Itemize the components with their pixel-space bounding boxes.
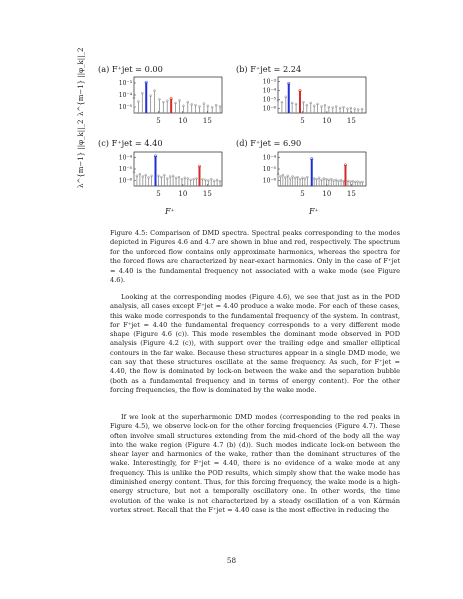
x-tick-label: 15: [202, 190, 212, 198]
y-tick-label: 10⁻³: [118, 80, 132, 87]
body-paragraph-2: If we look at the superharmonic DMD modes (corresponding to the red peaks in Figure 4.5), we observe lock-on for the other forcing frequencies (Figure 4.7). These often involve small structures extending from the mid-chord of the body all the way into the wake region (Figure 4.7 (b) (d)). Such modes indicate lock-on between the shear layer and harmonics of the wake, rather than the dominant structures of the wake. Interestingly, for F⁺jet = 4.40, there is no evidence of a wake mode at any frequency. This is unlike the POD results, which simply show that the wake mode has diminished energy content. Thus, for this forcing frequency, the wake mode is a high-energy structure, but not a temporally oscillatory one. In other words, the time evolution of the wake is not characterized by a steady oscillation of a von Kármán vortex street. Recall that the F⁺jet = 4.40 case is the most effective in reducing the: [110, 413, 400, 514]
y-tick-label: 10⁻³: [262, 78, 276, 86]
panel-d-label: (d) F⁺jet = 6.90: [236, 138, 302, 148]
panel-a-label: (a) F⁺jet = 0.00: [98, 64, 163, 74]
x-tick-label: 10: [178, 117, 188, 125]
chart-panel-b: [256, 75, 368, 123]
y-tick-label: 10⁻⁴: [118, 92, 132, 99]
page-number: 58: [226, 556, 237, 565]
x-tick-label: 10: [322, 117, 332, 125]
y-tick-label: 10⁻⁶: [262, 105, 276, 113]
y-axis-label-bottom: λ^{m−1} ||φ_k||_2: [77, 119, 85, 188]
x-tick-label: 10: [178, 190, 188, 198]
panel-b-label: (b) F⁺jet = 2.24: [236, 64, 302, 74]
y-tick-label: 10⁻⁴: [118, 154, 132, 162]
body-paragraph-1: Looking at the corresponding modes (Figure 4.6), we see that just as in the POD analysis, all cases except F⁺jet = 4.40 produce a wake mode. For each of these cases, this wake mode corresponds to the fundamental frequency of the system. In contrast, for F⁺jet = 4.40 the fundamental frequency corresponds to a very different mode shape (Figure 4.6 (c)). This mode resembles the dominant mode observed in POD analysis (Figure 4.2 (c)), with support over the trailing edge and smaller elliptical contours in the far wake. Because these structures appear in a single DMD mode, we can say that these structures oscillate at the same frequency. As such, for F⁺jet = 4.40, the flow is dominated by lock-on between the wake and the separation bubble (both as a fundamental frequency and in terms of energy content). For the other forcing frequencies, the flow is dominated by the wake mode.: [110, 293, 400, 394]
y-tick-label: 10⁻⁶: [262, 177, 276, 185]
y-tick-label: 10⁻⁴: [262, 154, 276, 162]
y-tick-label: 10⁻⁴: [262, 87, 276, 95]
chart-a-svg: [112, 75, 224, 123]
x-tick-label: 10: [322, 190, 332, 198]
chart-c-svg: [112, 150, 224, 196]
x-tick-label: 5: [300, 190, 305, 198]
x-axis-label-left: F⁺: [165, 207, 175, 216]
y-tick-label: 10⁻⁵: [262, 166, 276, 173]
x-tick-label: 15: [346, 190, 356, 198]
x-tick-label: 15: [346, 117, 356, 125]
x-tick-label: 15: [202, 117, 212, 125]
chart-d-svg: [256, 150, 368, 196]
y-tick-label: 10⁻⁵: [118, 104, 132, 111]
x-axis-label-right: F⁺: [309, 207, 319, 216]
y-tick-label: 10⁻⁵: [118, 166, 132, 173]
chart-b-svg: [256, 75, 368, 123]
panel-c-label: (c) F⁺jet = 4.40: [98, 138, 163, 148]
chart-panel-c: [112, 150, 224, 196]
x-tick-label: 5: [156, 190, 161, 198]
y-axis-label-top: λ^{m−1} ||φ_k||_2: [77, 47, 85, 116]
plot-frame: [134, 152, 222, 186]
y-tick-label: 10⁻⁶: [118, 177, 132, 185]
x-tick-label: 5: [300, 117, 305, 125]
x-tick-label: 5: [156, 117, 161, 125]
chart-panel-d: [256, 150, 368, 196]
y-tick-label: 10⁻⁵: [262, 96, 276, 104]
chart-panel-a: [112, 75, 224, 123]
figure-caption: Figure 4.5: Comparison of DMD spectra. Spectral peaks corresponding to the modes depicted in Figures 4.6 and 4.7 are shown in blue and red, respectively. The spectrum for the unforced flow contains only approximate harmonics, whereas the spectra for the forced flows are characterized by near-exact harmonics. Only in the case of F⁺jet = 4.40 is the fundamental frequency not associated with a wake mode (see Figure 4.6).: [110, 229, 400, 285]
